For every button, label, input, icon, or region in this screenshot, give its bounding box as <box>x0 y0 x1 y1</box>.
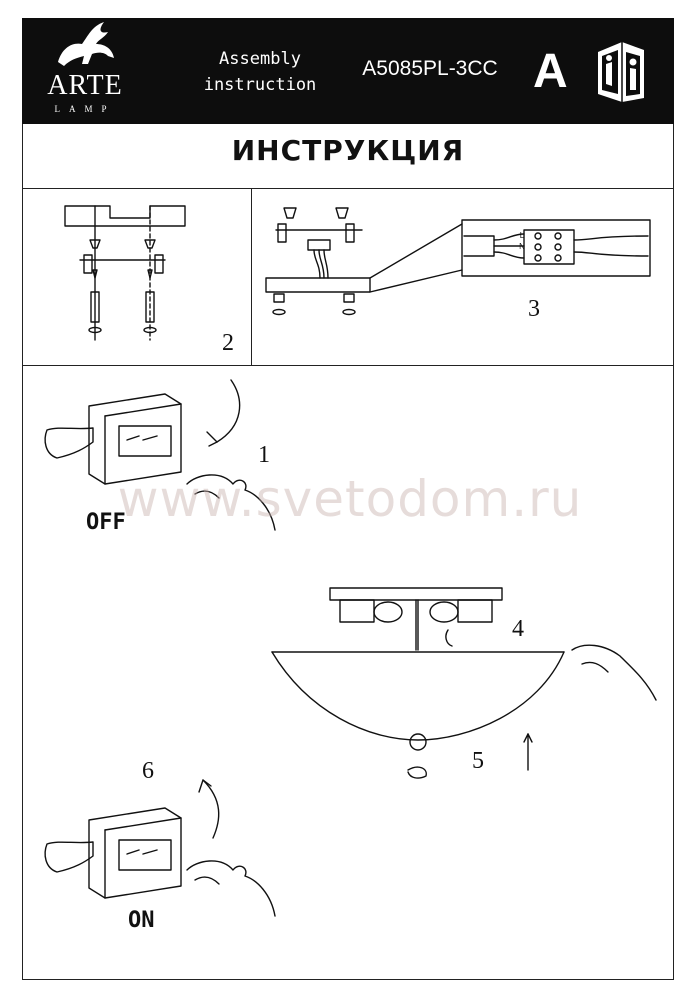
brand-name: ARTE <box>47 70 123 101</box>
step-1-number: 1 <box>258 442 270 468</box>
wiring-diagram <box>262 200 662 330</box>
category-letter: A <box>533 45 568 98</box>
switch-off-label: OFF <box>86 510 126 535</box>
assembly-instruction-label <box>190 46 330 98</box>
assembly-line-2: instruction <box>203 75 317 95</box>
watermark: www.svetodom.ru <box>117 470 583 528</box>
divider-top <box>22 188 674 189</box>
assembly-line-1: Assembly <box>219 49 301 69</box>
step-4-number: 4 <box>512 616 524 642</box>
brand-sub: LAMP <box>54 104 116 114</box>
step-6-number: 6 <box>142 758 154 784</box>
lamp-assembly-diagram <box>268 580 668 790</box>
page-title: ИНСТРУКЦИЯ <box>231 134 465 167</box>
step-2-number: 2 <box>222 330 234 356</box>
divider-vertical <box>251 188 252 365</box>
step-5-number: 5 <box>472 748 484 774</box>
switch-on-label: ON <box>128 908 155 933</box>
terminal-labels <box>518 230 526 252</box>
instruction-book-icon <box>592 38 650 104</box>
switch-on-diagram <box>35 770 285 940</box>
terminal-label-l: L <box>519 231 525 240</box>
model-number: A5085PL-3CC <box>362 57 498 80</box>
divider-middle <box>22 365 674 366</box>
terminal-label-n: N <box>519 242 525 251</box>
brand-logo <box>30 18 140 118</box>
griffin-icon <box>52 18 122 70</box>
step-3-number: 3 <box>528 296 540 322</box>
